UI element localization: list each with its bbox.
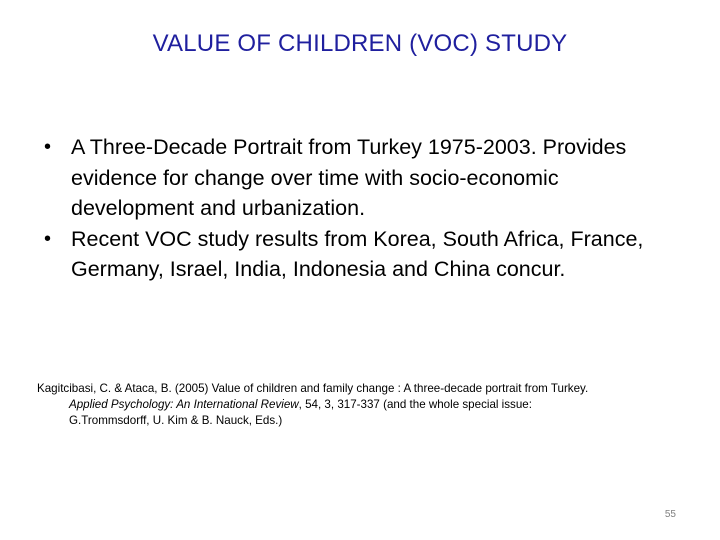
bullet-text: Recent VOC study results from Korea, South Africa, France, Germany, Israel, India, Indonesia and China concur.: [71, 226, 644, 281]
reference-citation: [37, 381, 697, 429]
page-number: 55: [664, 509, 676, 520]
reference-authors-title: Kagitcibasi, C. & Ataca, B. (2005) Value of children and family change : A three-decade portrait from Turkey.: [37, 382, 589, 395]
bullet-icon: •: [44, 227, 52, 250]
reference-source: [37, 397, 697, 413]
reference-details: , 54, 3, 317-337 (and the whole special issue:: [298, 398, 532, 411]
bullet-list: [44, 132, 674, 285]
bullet-item-turkey-portrait: [44, 132, 674, 224]
bullet-text: A Three-Decade Portrait from Turkey 1975-2003. Provides evidence for change over time with socio-economic development and urbanization.: [71, 135, 627, 220]
bullet-icon: •: [44, 136, 52, 158]
bullet-item-recent-studies: [44, 224, 674, 285]
reference-journal: Applied Psychology: An International Review: [69, 398, 299, 411]
slide-title: VALUE OF CHILDREN (VOC) STUDY: [152, 30, 568, 57]
reference-editors: G.Trommsdorff, U. Kim & B. Nauck, Eds.): [69, 414, 283, 427]
